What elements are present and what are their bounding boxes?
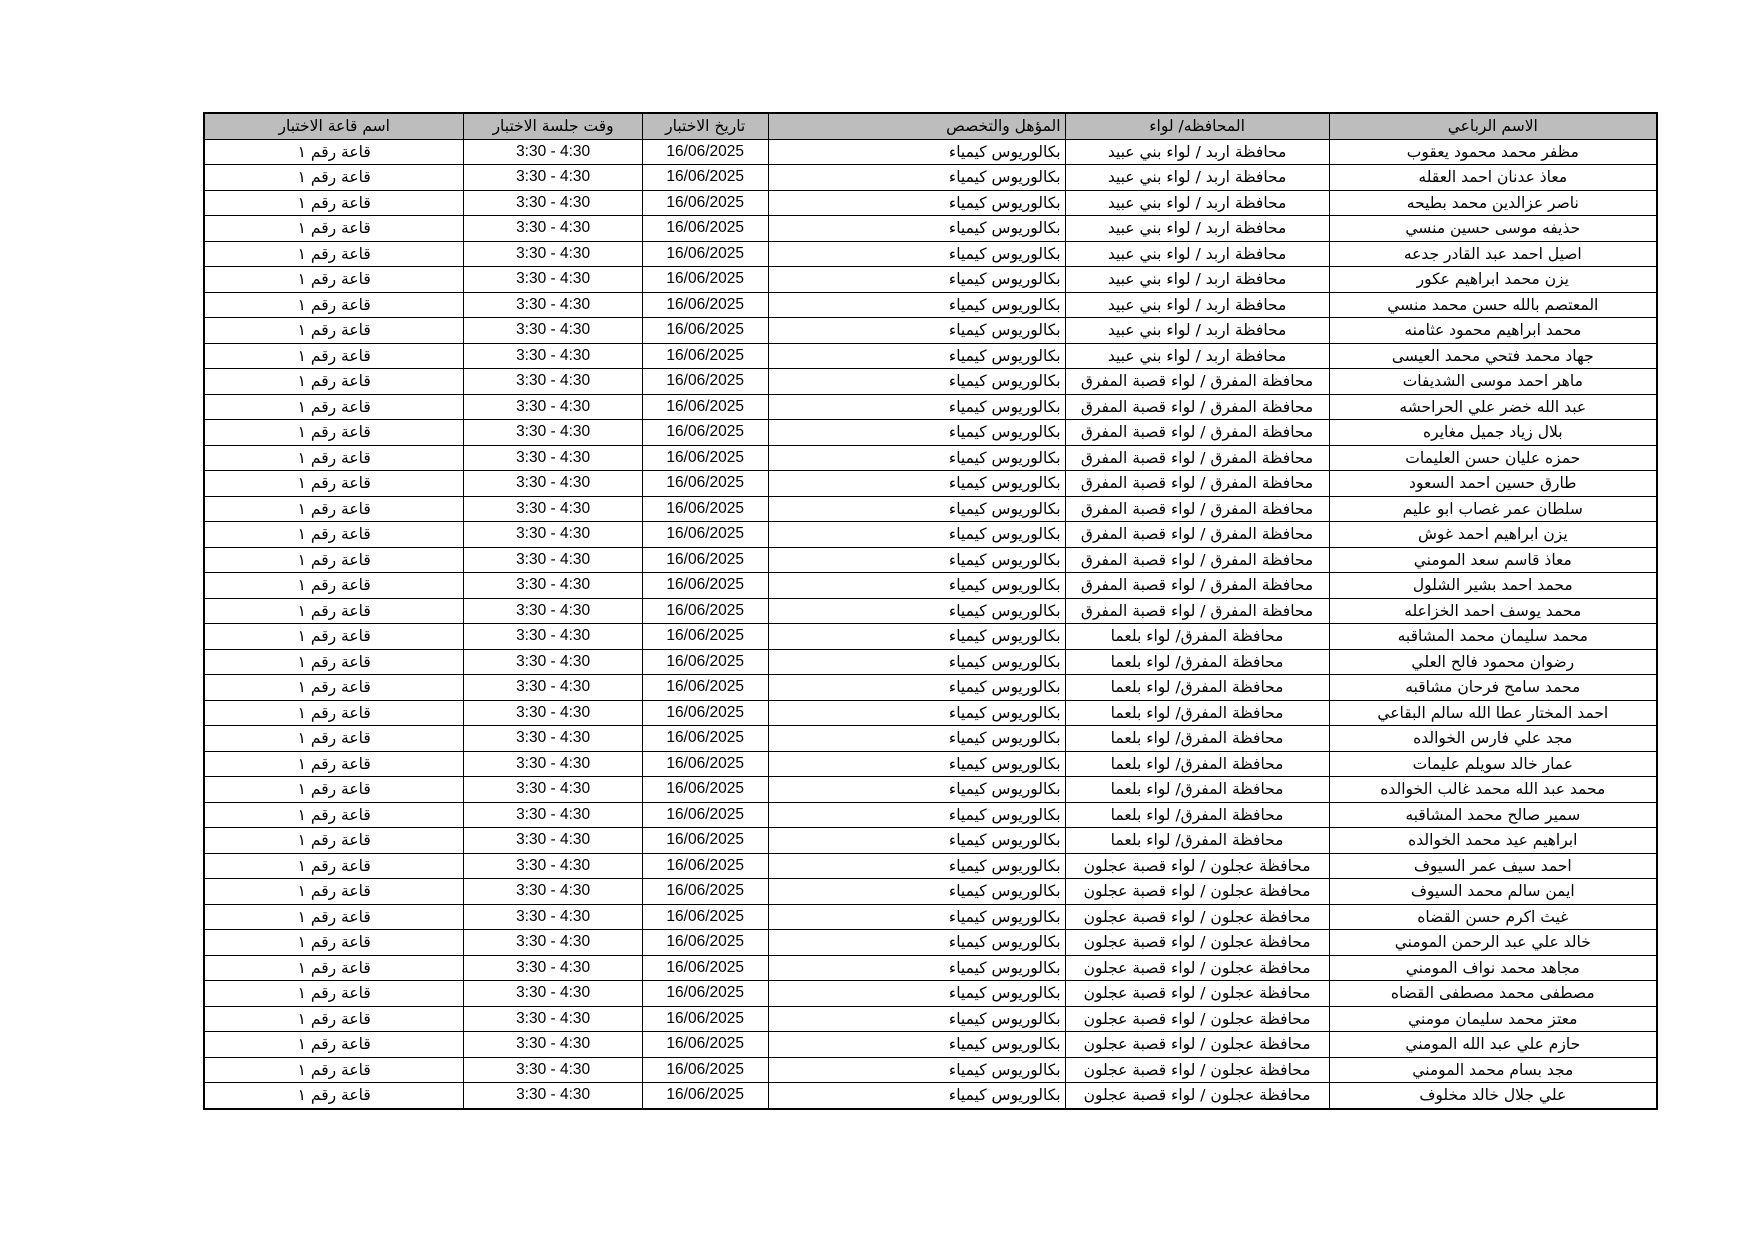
table-row [204,165,1657,191]
cell-date: 16/06/2025 [642,930,768,956]
cell-name: ابراهيم عيد محمد الخوالده [1329,828,1657,854]
table-row [204,190,1657,216]
cell-room: قاعة رقم ١ [204,573,464,599]
cell-time: 3:30 - 4:30 [464,1083,642,1109]
cell-qualification: بكالوريوس كيمياء [768,879,1065,905]
cell-time: 3:30 - 4:30 [464,598,642,624]
cell-time: 3:30 - 4:30 [464,547,642,573]
cell-governorate: محافظة عجلون / لواء قصبة عجلون [1065,1006,1329,1032]
cell-qualification: بكالوريوس كيمياء [768,904,1065,930]
cell-governorate: محافظة المفرق / لواء قصبة المفرق [1065,369,1329,395]
cell-room: قاعة رقم ١ [204,853,464,879]
table-body [204,139,1657,1109]
cell-qualification: بكالوريوس كيمياء [768,955,1065,981]
cell-date: 16/06/2025 [642,675,768,701]
cell-governorate: محافظة المفرق/ لواء بلعما [1065,675,1329,701]
cell-qualification: بكالوريوس كيمياء [768,828,1065,854]
table-row [204,828,1657,854]
cell-governorate: محافظة عجلون / لواء قصبة عجلون [1065,930,1329,956]
cell-name: احمد سيف عمر السيوف [1329,853,1657,879]
cell-room: قاعة رقم ١ [204,879,464,905]
cell-date: 16/06/2025 [642,318,768,344]
cell-date: 16/06/2025 [642,726,768,752]
cell-room: قاعة رقم ١ [204,802,464,828]
cell-room: قاعة رقم ١ [204,369,464,395]
cell-time: 3:30 - 4:30 [464,981,642,1007]
cell-qualification: بكالوريوس كيمياء [768,369,1065,395]
cell-governorate: محافظة اربد / لواء بني عبيد [1065,165,1329,191]
cell-room: قاعة رقم ١ [204,981,464,1007]
cell-date: 16/06/2025 [642,828,768,854]
cell-time: 3:30 - 4:30 [464,496,642,522]
cell-name: مجد بسام محمد المومني [1329,1057,1657,1083]
cell-qualification: بكالوريوس كيمياء [768,1032,1065,1058]
cell-name: بلال زياد جميل مغايره [1329,420,1657,446]
cell-date: 16/06/2025 [642,955,768,981]
cell-room: قاعة رقم ١ [204,675,464,701]
cell-name: طارق حسين احمد السعود [1329,471,1657,497]
cell-qualification: بكالوريوس كيمياء [768,165,1065,191]
table-row [204,445,1657,471]
cell-name: مظفر محمد محمود يعقوب [1329,139,1657,165]
table-row [204,471,1657,497]
cell-room: قاعة رقم ١ [204,624,464,650]
table-row [204,369,1657,395]
cell-governorate: محافظة عجلون / لواء قصبة عجلون [1065,1057,1329,1083]
table-row [204,496,1657,522]
cell-room: قاعة رقم ١ [204,471,464,497]
cell-qualification: بكالوريوس كيمياء [768,598,1065,624]
cell-date: 16/06/2025 [642,496,768,522]
table-row [204,394,1657,420]
cell-governorate: محافظة المفرق / لواء قصبة المفرق [1065,522,1329,548]
cell-name: محمد احمد بشير الشلول [1329,573,1657,599]
cell-room: قاعة رقم ١ [204,1057,464,1083]
cell-time: 3:30 - 4:30 [464,471,642,497]
cell-room: قاعة رقم ١ [204,1032,464,1058]
table-row [204,751,1657,777]
cell-room: قاعة رقم ١ [204,267,464,293]
cell-qualification: بكالوريوس كيمياء [768,751,1065,777]
cell-governorate: محافظة عجلون / لواء قصبة عجلون [1065,879,1329,905]
cell-name: مجاهد محمد نواف المومني [1329,955,1657,981]
cell-date: 16/06/2025 [642,343,768,369]
table-row [204,573,1657,599]
cell-room: قاعة رقم ١ [204,420,464,446]
cell-governorate: محافظة المفرق / لواء قصبة المفرق [1065,598,1329,624]
cell-name: ناصر عزالدين محمد بطيحه [1329,190,1657,216]
cell-date: 16/06/2025 [642,777,768,803]
table-row [204,420,1657,446]
cell-governorate: محافظة المفرق/ لواء بلعما [1065,751,1329,777]
cell-date: 16/06/2025 [642,394,768,420]
cell-qualification: بكالوريوس كيمياء [768,802,1065,828]
cell-date: 16/06/2025 [642,904,768,930]
cell-time: 3:30 - 4:30 [464,726,642,752]
header-date: تاريخ الاختبار [642,113,768,139]
cell-name: معاذ عدنان احمد العقله [1329,165,1657,191]
cell-governorate: محافظة اربد / لواء بني عبيد [1065,267,1329,293]
cell-time: 3:30 - 4:30 [464,700,642,726]
cell-date: 16/06/2025 [642,598,768,624]
cell-date: 16/06/2025 [642,471,768,497]
table-row [204,241,1657,267]
cell-qualification: بكالوريوس كيمياء [768,1006,1065,1032]
cell-governorate: محافظة المفرق / لواء قصبة المفرق [1065,547,1329,573]
cell-time: 3:30 - 4:30 [464,190,642,216]
table-row [204,930,1657,956]
table-row [204,1006,1657,1032]
table-row [204,726,1657,752]
cell-date: 16/06/2025 [642,369,768,395]
cell-name: محمد عبد الله محمد غالب الخوالده [1329,777,1657,803]
table-row [204,853,1657,879]
cell-time: 3:30 - 4:30 [464,1006,642,1032]
table-row [204,139,1657,165]
table-row [204,955,1657,981]
cell-date: 16/06/2025 [642,649,768,675]
cell-date: 16/06/2025 [642,165,768,191]
cell-name: علي جلال خالد مخلوف [1329,1083,1657,1109]
cell-date: 16/06/2025 [642,267,768,293]
cell-time: 3:30 - 4:30 [464,1057,642,1083]
cell-room: قاعة رقم ١ [204,904,464,930]
table-row [204,649,1657,675]
table-header [204,113,1657,139]
table-row [204,981,1657,1007]
cell-name: سلطان عمر غصاب ابو عليم [1329,496,1657,522]
cell-qualification: بكالوريوس كيمياء [768,547,1065,573]
cell-qualification: بكالوريوس كيمياء [768,318,1065,344]
cell-governorate: محافظة المفرق / لواء قصبة المفرق [1065,394,1329,420]
cell-name: اصيل احمد عبد القادر جدعه [1329,241,1657,267]
cell-governorate: محافظة المفرق/ لواء بلعما [1065,624,1329,650]
header-governorate: المحافظه/ لواء [1065,113,1329,139]
cell-time: 3:30 - 4:30 [464,828,642,854]
cell-room: قاعة رقم ١ [204,547,464,573]
cell-time: 3:30 - 4:30 [464,292,642,318]
cell-date: 16/06/2025 [642,573,768,599]
table-row [204,1032,1657,1058]
table-row [204,547,1657,573]
cell-qualification: بكالوريوس كيمياء [768,496,1065,522]
cell-qualification: بكالوريوس كيمياء [768,1083,1065,1109]
cell-name: مصطفى محمد مصطفى القضاه [1329,981,1657,1007]
cell-name: المعتصم بالله حسن محمد منسي [1329,292,1657,318]
cell-qualification: بكالوريوس كيمياء [768,394,1065,420]
cell-governorate: محافظة اربد / لواء بني عبيد [1065,139,1329,165]
cell-governorate: محافظة اربد / لواء بني عبيد [1065,343,1329,369]
cell-time: 3:30 - 4:30 [464,751,642,777]
header-qualification: المؤهل والتخصص [768,113,1065,139]
cell-time: 3:30 - 4:30 [464,573,642,599]
cell-time: 3:30 - 4:30 [464,394,642,420]
table-row [204,700,1657,726]
cell-date: 16/06/2025 [642,190,768,216]
cell-room: قاعة رقم ١ [204,955,464,981]
cell-name: يزن محمد ابراهيم عكور [1329,267,1657,293]
cell-date: 16/06/2025 [642,853,768,879]
cell-time: 3:30 - 4:30 [464,445,642,471]
cell-room: قاعة رقم ١ [204,1006,464,1032]
cell-name: حازم علي عبد الله المومني [1329,1032,1657,1058]
cell-qualification: بكالوريوس كيمياء [768,216,1065,242]
cell-time: 3:30 - 4:30 [464,318,642,344]
cell-governorate: محافظة اربد / لواء بني عبيد [1065,292,1329,318]
cell-room: قاعة رقم ١ [204,649,464,675]
cell-time: 3:30 - 4:30 [464,853,642,879]
cell-qualification: بكالوريوس كيمياء [768,139,1065,165]
cell-name: مجد علي فارس الخوالده [1329,726,1657,752]
cell-room: قاعة رقم ١ [204,496,464,522]
cell-governorate: محافظة عجلون / لواء قصبة عجلون [1065,955,1329,981]
cell-qualification: بكالوريوس كيمياء [768,522,1065,548]
cell-room: قاعة رقم ١ [204,1083,464,1109]
cell-qualification: بكالوريوس كيمياء [768,700,1065,726]
cell-time: 3:30 - 4:30 [464,241,642,267]
cell-date: 16/06/2025 [642,624,768,650]
cell-date: 16/06/2025 [642,1006,768,1032]
cell-time: 3:30 - 4:30 [464,675,642,701]
cell-time: 3:30 - 4:30 [464,624,642,650]
cell-time: 3:30 - 4:30 [464,955,642,981]
table-row [204,343,1657,369]
cell-name: يزن ابراهيم احمد غوش [1329,522,1657,548]
cell-name: غيث اكرم حسن القضاه [1329,904,1657,930]
table-row [204,1057,1657,1083]
cell-name: ايمن سالم محمد السيوف [1329,879,1657,905]
cell-qualification: بكالوريوس كيمياء [768,726,1065,752]
cell-name: محمد ابراهيم محمود عثامنه [1329,318,1657,344]
cell-name: محمد سليمان محمد المشاقبه [1329,624,1657,650]
cell-qualification: بكالوريوس كيمياء [768,190,1065,216]
cell-room: قاعة رقم ١ [204,598,464,624]
cell-time: 3:30 - 4:30 [464,139,642,165]
cell-date: 16/06/2025 [642,420,768,446]
cell-time: 3:30 - 4:30 [464,802,642,828]
cell-qualification: بكالوريوس كيمياء [768,624,1065,650]
header-name: الاسم الرباعي [1329,113,1657,139]
table-row [204,675,1657,701]
cell-time: 3:30 - 4:30 [464,216,642,242]
table-row [204,802,1657,828]
cell-governorate: محافظة المفرق/ لواء بلعما [1065,700,1329,726]
cell-governorate: محافظة المفرق / لواء قصبة المفرق [1065,420,1329,446]
table-row [204,522,1657,548]
cell-name: حذيفه موسى حسين منسي [1329,216,1657,242]
cell-time: 3:30 - 4:30 [464,649,642,675]
cell-governorate: محافظة المفرق / لواء قصبة المفرق [1065,573,1329,599]
cell-governorate: محافظة المفرق/ لواء بلعما [1065,777,1329,803]
table-row [204,904,1657,930]
cell-time: 3:30 - 4:30 [464,777,642,803]
cell-governorate: محافظة اربد / لواء بني عبيد [1065,190,1329,216]
cell-name: سمير صالح محمد المشاقبه [1329,802,1657,828]
cell-qualification: بكالوريوس كيمياء [768,573,1065,599]
cell-governorate: محافظة اربد / لواء بني عبيد [1065,216,1329,242]
cell-date: 16/06/2025 [642,700,768,726]
cell-governorate: محافظة اربد / لواء بني عبيد [1065,241,1329,267]
cell-room: قاعة رقم ١ [204,394,464,420]
cell-room: قاعة رقم ١ [204,700,464,726]
table-row [204,267,1657,293]
cell-room: قاعة رقم ١ [204,930,464,956]
cell-qualification: بكالوريوس كيمياء [768,1057,1065,1083]
cell-governorate: محافظة المفرق/ لواء بلعما [1065,726,1329,752]
cell-room: قاعة رقم ١ [204,751,464,777]
table-row [204,318,1657,344]
cell-qualification: بكالوريوس كيمياء [768,292,1065,318]
cell-time: 3:30 - 4:30 [464,267,642,293]
cell-date: 16/06/2025 [642,241,768,267]
table-row [204,777,1657,803]
cell-room: قاعة رقم ١ [204,216,464,242]
cell-time: 3:30 - 4:30 [464,522,642,548]
table-row [204,216,1657,242]
cell-governorate: محافظة المفرق / لواء قصبة المفرق [1065,496,1329,522]
cell-qualification: بكالوريوس كيمياء [768,930,1065,956]
cell-date: 16/06/2025 [642,292,768,318]
header-time: وقت جلسة الاختبار [464,113,642,139]
cell-time: 3:30 - 4:30 [464,879,642,905]
cell-governorate: محافظة المفرق/ لواء بلعما [1065,802,1329,828]
table-row [204,1083,1657,1109]
table-row [204,598,1657,624]
cell-qualification: بكالوريوس كيمياء [768,853,1065,879]
cell-governorate: محافظة المفرق/ لواء بلعما [1065,828,1329,854]
cell-name: عمار خالد سويلم عليمات [1329,751,1657,777]
cell-name: محمد سامح فرحان مشاقبه [1329,675,1657,701]
cell-time: 3:30 - 4:30 [464,420,642,446]
cell-time: 3:30 - 4:30 [464,343,642,369]
cell-date: 16/06/2025 [642,522,768,548]
cell-room: قاعة رقم ١ [204,139,464,165]
cell-qualification: بكالوريوس كيمياء [768,777,1065,803]
cell-date: 16/06/2025 [642,751,768,777]
cell-date: 16/06/2025 [642,802,768,828]
cell-date: 16/06/2025 [642,1057,768,1083]
cell-name: خالد علي عبد الرحمن المومني [1329,930,1657,956]
header-row [204,113,1657,139]
cell-qualification: بكالوريوس كيمياء [768,343,1065,369]
cell-room: قاعة رقم ١ [204,522,464,548]
cell-qualification: بكالوريوس كيمياء [768,471,1065,497]
cell-date: 16/06/2025 [642,547,768,573]
cell-name: احمد المختار عطا الله سالم البقاعي [1329,700,1657,726]
cell-time: 3:30 - 4:30 [464,904,642,930]
cell-governorate: محافظة المفرق/ لواء بلعما [1065,649,1329,675]
cell-governorate: محافظة عجلون / لواء قصبة عجلون [1065,981,1329,1007]
cell-qualification: بكالوريوس كيمياء [768,241,1065,267]
cell-name: جهاد محمد فتحي محمد العيسى [1329,343,1657,369]
cell-qualification: بكالوريوس كيمياء [768,445,1065,471]
cell-room: قاعة رقم ١ [204,318,464,344]
cell-room: قاعة رقم ١ [204,445,464,471]
table-row [204,624,1657,650]
cell-governorate: محافظة عجلون / لواء قصبة عجلون [1065,1083,1329,1109]
cell-governorate: محافظة المفرق / لواء قصبة المفرق [1065,471,1329,497]
cell-time: 3:30 - 4:30 [464,930,642,956]
cell-time: 3:30 - 4:30 [464,165,642,191]
cell-name: معتز محمد سليمان مومني [1329,1006,1657,1032]
cell-governorate: محافظة عجلون / لواء قصبة عجلون [1065,853,1329,879]
cell-room: قاعة رقم ١ [204,241,464,267]
header-room: اسم قاعة الاختبار [204,113,464,139]
cell-time: 3:30 - 4:30 [464,369,642,395]
cell-name: معاذ قاسم سعد المومني [1329,547,1657,573]
cell-time: 3:30 - 4:30 [464,1032,642,1058]
cell-room: قاعة رقم ١ [204,726,464,752]
cell-name: ماهر احمد موسى الشديفات [1329,369,1657,395]
cell-date: 16/06/2025 [642,1032,768,1058]
exam-schedule-table [203,112,1658,1110]
table-row [204,292,1657,318]
cell-governorate: محافظة عجلون / لواء قصبة عجلون [1065,904,1329,930]
cell-name: عبد الله خضر علي الحراحشه [1329,394,1657,420]
cell-name: محمد يوسف احمد الخزاعله [1329,598,1657,624]
cell-governorate: محافظة المفرق / لواء قصبة المفرق [1065,445,1329,471]
cell-governorate: محافظة اربد / لواء بني عبيد [1065,318,1329,344]
cell-qualification: بكالوريوس كيمياء [768,649,1065,675]
cell-governorate: محافظة عجلون / لواء قصبة عجلون [1065,1032,1329,1058]
cell-qualification: بكالوريوس كيمياء [768,675,1065,701]
cell-room: قاعة رقم ١ [204,190,464,216]
cell-room: قاعة رقم ١ [204,777,464,803]
cell-date: 16/06/2025 [642,216,768,242]
cell-room: قاعة رقم ١ [204,165,464,191]
cell-date: 16/06/2025 [642,981,768,1007]
cell-room: قاعة رقم ١ [204,343,464,369]
cell-date: 16/06/2025 [642,139,768,165]
cell-qualification: بكالوريوس كيمياء [768,420,1065,446]
cell-name: رضوان محمود فالح العلي [1329,649,1657,675]
cell-qualification: بكالوريوس كيمياء [768,981,1065,1007]
cell-name: حمزه عليان حسن العليمات [1329,445,1657,471]
cell-date: 16/06/2025 [642,445,768,471]
cell-date: 16/06/2025 [642,1083,768,1109]
cell-qualification: بكالوريوس كيمياء [768,267,1065,293]
cell-room: قاعة رقم ١ [204,828,464,854]
table-row [204,879,1657,905]
cell-date: 16/06/2025 [642,879,768,905]
cell-room: قاعة رقم ١ [204,292,464,318]
